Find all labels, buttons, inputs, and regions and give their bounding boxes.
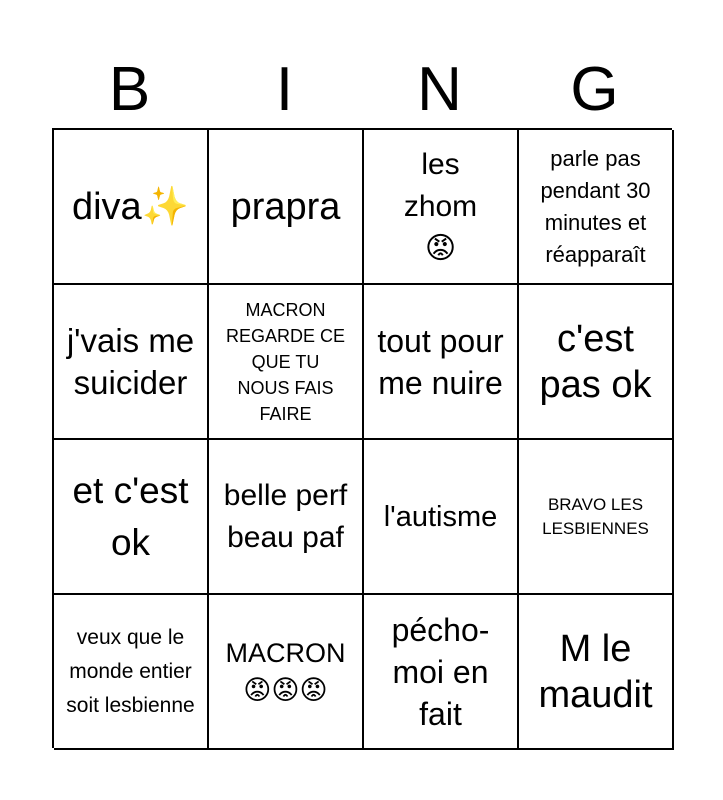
cell-text: prapra bbox=[230, 185, 341, 228]
cell-text: BRAVO LES LESBIENNES bbox=[542, 494, 649, 538]
bingo-cell[interactable] bbox=[54, 440, 209, 595]
bingo-cell[interactable] bbox=[209, 130, 364, 285]
bingo-header bbox=[52, 52, 672, 128]
bingo-cell[interactable] bbox=[54, 595, 209, 750]
cell-text: et c'est ok bbox=[72, 469, 189, 563]
cell-text: MACRON REGARDE CE QUE TU NOUS FAIS FAIRE bbox=[225, 299, 346, 424]
cell-text: j'vais me suicider bbox=[66, 321, 195, 401]
cell-text: diva✨ bbox=[71, 185, 190, 228]
bingo-cell[interactable] bbox=[364, 285, 519, 440]
cell-text: MACRON 😡😡😡 bbox=[225, 637, 346, 705]
bingo-cell[interactable] bbox=[519, 595, 674, 750]
bingo-cell[interactable] bbox=[54, 130, 209, 285]
header-letter-i: I bbox=[275, 55, 294, 124]
bingo-cell[interactable] bbox=[364, 130, 519, 285]
bingo-cell[interactable] bbox=[519, 440, 674, 595]
bingo-board bbox=[52, 128, 672, 748]
cell-text: belle perf beau paf bbox=[223, 478, 348, 554]
bingo-cell[interactable] bbox=[364, 440, 519, 595]
cell-text: pécho-moi en fait bbox=[391, 611, 490, 732]
cell-text: les zhom 😡 bbox=[403, 147, 478, 265]
header-letter-g: G bbox=[570, 55, 619, 124]
bingo-cell[interactable] bbox=[54, 285, 209, 440]
cell-text: l'autisme bbox=[383, 500, 498, 533]
header-letter-b: B bbox=[108, 55, 151, 124]
bingo-cell[interactable] bbox=[209, 595, 364, 750]
bingo-cell[interactable] bbox=[364, 595, 519, 750]
cell-text: veux que le monde entier soit lesbienne bbox=[66, 625, 195, 717]
header-letter-n: N bbox=[417, 55, 462, 124]
bingo-cell[interactable] bbox=[519, 285, 674, 440]
bingo-cell[interactable] bbox=[519, 130, 674, 285]
bingo-cell[interactable] bbox=[209, 285, 364, 440]
cell-text: c'est pas ok bbox=[539, 317, 652, 406]
bingo-cell[interactable] bbox=[209, 440, 364, 595]
cell-text: M le maudit bbox=[538, 627, 653, 716]
cell-text: parle pas pendant 30 minutes et réapparaît bbox=[540, 145, 651, 267]
cell-text: tout pour me nuire bbox=[377, 322, 504, 401]
